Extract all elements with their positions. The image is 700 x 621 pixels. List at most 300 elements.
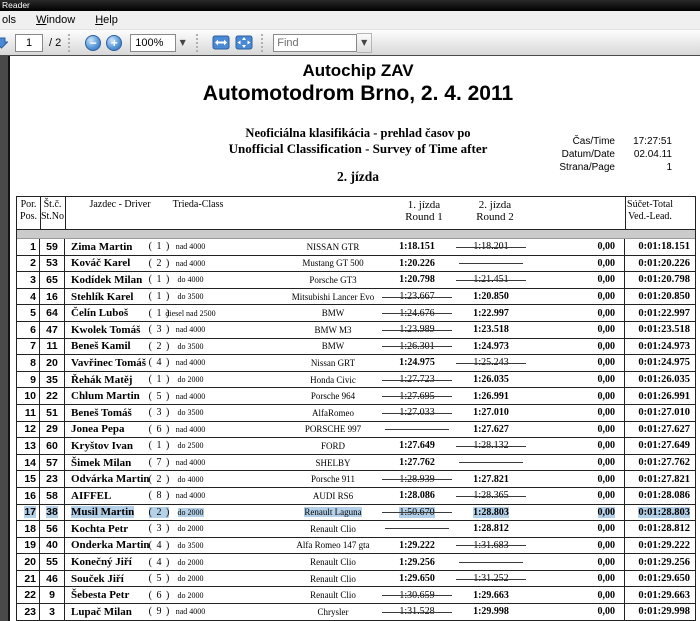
row-class-rank: ( 3 ) [148,324,170,336]
subtitle-english: Unofficial Classification - Survey of Time after [228,141,488,156]
row-position: 12 [17,422,40,438]
row-round1-time [383,422,451,438]
row-driver-name: Kodídek Milan [71,273,143,286]
toolbar-separator [196,34,201,52]
row-class-name: do 2000 [177,590,204,600]
row-total-time: 0:01:23.518 [638,324,690,336]
header-start-number: Št.č. [43,199,62,210]
row-position: 4 [17,289,40,305]
row-driver-name: Odvárka Martin [71,473,150,486]
row-class-rank: ( 6 ) [148,423,170,435]
row-class-rank: ( 8 ) [148,490,170,502]
table-row[interactable] [17,339,695,356]
row-penalty: 0,00 [531,422,625,438]
row-total-time: 0:01:28.803 [638,506,690,518]
row-start-number: 60 [40,438,65,454]
table-row[interactable] [17,505,695,522]
row-penalty: 0,00 [531,272,625,288]
row-total-time: 0:01:24.973 [638,340,690,352]
header-total: Súčet-Total [627,199,673,210]
row-position: 17 [17,505,40,521]
row-round2-time: 1:20.850 [473,291,509,303]
row-car-name: PORSCHE 997 [304,424,362,435]
row-penalty: 0,00 [531,372,625,388]
page-label: Strana/Page [559,162,615,173]
row-start-number: 58 [40,488,65,504]
row-total-time: 0:01:27.821 [638,473,690,485]
row-class-name: do 4000 [177,474,204,484]
row-round1-time: 1:31.528 [399,606,435,618]
table-row[interactable] [17,587,695,604]
row-class-name: do 2000 [177,507,204,517]
row-round1-time: 1:20.798 [399,274,435,286]
row-total-time: 0:01:26.035 [638,374,690,386]
row-driver-name: Lupač Milan [71,605,132,618]
row-driver-name: Vavřinec Tomáš [71,356,147,369]
row-class-rank: ( 1 ) [148,241,170,253]
table-row[interactable] [17,438,695,455]
row-round2-time: 1:29.998 [473,606,509,618]
row-penalty: 0,00 [531,405,625,421]
row-driver-name: Zima Martin [71,240,133,253]
row-penalty: 0,00 [531,505,625,521]
row-round1-time: 1:29.650 [399,573,435,585]
row-driver-name: Musil Martin [71,506,135,519]
table-row[interactable] [17,422,695,439]
row-class-name: nad 4000 [175,458,206,468]
row-start-number: 29 [40,422,65,438]
row-class-rank: ( 6 ) [148,589,170,601]
row-round1-time: 1:26.301 [399,340,435,352]
row-class-rank: ( 1 ) [148,307,170,319]
table-row[interactable] [17,521,695,538]
row-position: 13 [17,438,40,454]
table-row[interactable] [17,305,695,322]
row-class-name: nad 4000 [175,391,206,401]
row-class-name: nad 4000 [175,242,206,252]
row-class-name: nad 4000 [175,325,206,335]
row-round2-time: 1:22.997 [473,307,509,319]
row-class-rank: ( 2 ) [148,506,170,518]
row-driver-name: Kováč Karel [71,257,131,270]
row-class-name: do 2000 [177,574,204,584]
row-driver-name: Onderka Martin [71,539,150,552]
table-row[interactable] [17,256,695,273]
row-start-number: 65 [40,272,65,288]
row-round1-time: 1:27.695 [399,390,435,402]
row-total-time: 0:01:29.650 [638,573,690,585]
row-penalty: 0,00 [531,256,625,272]
row-position: 22 [17,587,40,603]
row-round1-time: 1:24.676 [399,307,435,319]
row-penalty: 0,00 [531,587,625,603]
row-penalty: 0,00 [531,538,625,554]
row-round1-time: 1:27.762 [399,457,435,469]
header-position: Por. [20,199,37,210]
row-round1-time: 1:18.151 [399,241,435,253]
next-page-arrow-icon[interactable] [0,35,9,51]
row-round2-time: 1:26.035 [473,374,509,386]
row-class-rank: ( 2 ) [148,473,170,485]
row-penalty: 0,00 [531,355,625,371]
row-start-number: 40 [40,538,65,554]
session-title: 2. jízda [337,169,379,184]
row-round1-time: 1:28.086 [399,490,435,502]
row-total-time: 0:01:20.798 [638,274,690,286]
row-start-number: 9 [40,587,65,603]
row-class-name: do 3500 [177,540,204,550]
row-total-time: 0:01:24.975 [638,357,690,369]
row-position: 14 [17,455,40,471]
row-penalty: 0,00 [531,289,625,305]
row-round2-time: 1:18.201 [473,241,509,253]
row-round2-time: 1:21.451 [473,274,509,286]
row-start-number: 46 [40,571,65,587]
page-number-input[interactable] [15,34,43,52]
row-round2-time: 1:26.991 [473,390,509,402]
row-total-time: 0:01:29.256 [638,556,690,568]
row-car-name: Porsche 911 [311,474,355,485]
row-round2-time: 1:27.010 [473,407,509,419]
row-total-time: 0:01:26.991 [638,390,690,402]
row-driver-name: Kwolek Tomáš [71,323,141,336]
row-round2-time: 1:25.243 [473,357,509,369]
row-round2-time [451,554,531,570]
row-penalty: 0,00 [531,521,625,537]
row-car-name: Mitsubishi Lancer Evo [291,291,375,302]
find-input[interactable] [273,34,357,52]
row-class-name: do 3500 [177,292,204,302]
time-value: 17:27:51 [633,136,672,147]
table-row[interactable] [17,488,695,505]
row-driver-name: Čelín Luboš [71,307,129,320]
row-position: 16 [17,488,40,504]
row-round1-time: 1:50.670 [399,506,435,518]
table-row[interactable] [17,604,695,621]
row-penalty: 0,00 [531,554,625,570]
row-start-number: 57 [40,455,65,471]
row-car-name: Porsche GT3 [309,274,357,285]
row-class-rank: ( 4 ) [148,539,170,551]
row-total-time: 0:01:27.010 [638,407,690,419]
row-position: 9 [17,372,40,388]
row-car-name: BMW M3 [314,324,352,335]
document-viewport[interactable] [0,55,700,621]
table-row[interactable] [17,322,695,339]
row-class-name: diesel nad 2500 [165,308,216,318]
row-round2-time: 1:28.365 [473,490,509,502]
row-car-name: Renault Clio [310,523,356,534]
row-position: 8 [17,355,40,371]
row-position: 5 [17,305,40,321]
row-start-number: 20 [40,355,65,371]
row-penalty: 0,00 [531,388,625,404]
row-position: 15 [17,471,40,487]
row-car-name: Alfa Romeo 147 gta [296,540,370,551]
row-penalty: 0,00 [531,305,625,321]
row-penalty: 0,00 [531,438,625,454]
row-total-time: 0:01:28.812 [638,523,690,535]
event-title: Autochip ZAV [302,61,414,80]
row-round1-time: 1:29.222 [399,539,435,551]
row-round1-time: 1:27.723 [399,374,435,386]
row-class-rank: ( 4 ) [148,556,170,568]
row-round1-time: 1:23.667 [399,291,435,303]
row-position: 18 [17,521,40,537]
table-row[interactable] [17,272,695,289]
row-position: 7 [17,339,40,355]
row-driver-name: Jonea Pepa [71,423,125,436]
row-car-name: BMW [321,341,345,352]
toolbar [0,30,700,56]
row-class-name: do 3500 [177,408,204,418]
row-round1-time: 1:27.033 [399,407,435,419]
row-round1-time: 1:29.256 [399,556,435,568]
find-group [273,33,372,53]
row-class-name: nad 4000 [175,358,206,368]
fit-width-button[interactable] [211,34,231,51]
row-total-time: 0:01:27.627 [638,423,690,435]
row-round2-time [451,455,531,471]
row-driver-name: Stehlík Karel [71,290,134,303]
header-round1: 1. jízda [407,199,441,211]
row-round1-time: 1:20.226 [399,257,435,269]
pdf-page [8,56,700,621]
time-label: Čas/Time [572,136,615,147]
toolbar-separator [261,34,266,52]
row-total-time: 0:01:27.649 [638,440,690,452]
row-position: 2 [17,256,40,272]
row-car-name: Nissan GRT [310,357,356,368]
row-round2-time: 1:28.812 [473,523,509,535]
row-round1-time: 1:23.989 [399,324,435,336]
menu-item-window[interactable]: Window [36,14,76,26]
table-row[interactable] [17,372,695,389]
row-total-time: 0:01:28.086 [638,490,690,502]
row-position: 19 [17,538,40,554]
row-start-number: 3 [40,604,65,620]
row-class-rank: ( 1 ) [148,274,170,286]
row-start-number: 64 [40,305,65,321]
row-class-name: do 2500 [177,441,204,451]
row-class-name: do 2000 [177,557,204,567]
row-start-number: 35 [40,372,65,388]
window-title: Reader [2,0,30,10]
page-value: 1 [666,162,672,173]
row-round1-time [383,521,451,537]
row-round1-time: 1:27.649 [399,440,435,452]
row-class-rank: ( 5 ) [148,573,170,585]
subtitle-slovak: Neoficiálna klasifikácia - prehlad časov po [245,126,471,140]
row-class-rank: ( 2 ) [148,257,170,269]
row-total-time: 0:01:22.997 [638,307,690,319]
results-table-header: Por. Pos. Št.č. St.No Jazdec - Driver Trieda-Class 1. jízda Round 1 2. jízda Round 2 Súčet-Total Ved.-Lead. [17,197,695,230]
menu-item-ols[interactable]: ols [2,14,17,26]
row-position: 6 [17,322,40,338]
row-car-name: Mustang GT 500 [302,258,364,269]
row-driver-name: Šimek Milan [71,456,132,469]
row-class-rank: ( 1 ) [148,440,170,452]
table-row[interactable] [17,538,695,555]
results-table-body [17,239,695,621]
row-class-name: do 4000 [177,275,204,285]
row-round1-time: 1:30.659 [399,589,435,601]
row-car-name: FORD [320,440,345,451]
row-total-time: 0:01:29.222 [638,539,690,551]
row-class-name: do 2000 [177,375,204,385]
row-position: 10 [17,388,40,404]
date-value: 02.04.11 [633,149,672,160]
row-round2-time: 1:27.821 [473,473,509,485]
row-round2-time: 1:31.683 [473,539,509,551]
row-round2-time: 1:23.518 [473,324,509,336]
row-penalty: 0,00 [531,571,625,587]
table-gray-band [17,230,695,239]
row-start-number: 23 [40,471,65,487]
row-class-rank: ( 5 ) [148,390,170,402]
header-driver: Jazdec - Driver [89,199,151,210]
row-class-name: do 3500 [177,341,204,351]
row-penalty: 0,00 [531,488,625,504]
row-car-name: Renault Laguna [304,507,362,518]
row-penalty: 0,00 [531,239,625,255]
row-total-time: 0:01:20.850 [638,291,690,303]
row-start-number: 56 [40,521,65,537]
row-position: 23 [17,604,40,620]
row-start-number: 16 [40,289,65,305]
row-start-number: 22 [40,388,65,404]
row-car-name: Renault Clio [310,590,356,601]
row-class-rank: ( 1 ) [148,374,170,386]
row-start-number: 53 [40,256,65,272]
row-round2-time: 1:28.803 [473,506,509,518]
row-position: 11 [17,405,40,421]
row-class-name: nad 4000 [175,607,206,617]
zoom-dropdown-icon[interactable]: ▼ [179,37,186,47]
row-position: 21 [17,571,40,587]
row-round2-time: 1:31.252 [473,573,509,585]
row-round2-time [451,256,531,272]
row-total-time: 0:01:29.663 [638,589,690,601]
row-class-rank: ( 9 ) [148,606,170,618]
fit-page-button[interactable] [234,34,254,51]
table-row[interactable] [17,355,695,372]
row-class-name: nad 4000 [175,491,206,501]
row-driver-name: Šebesta Petr [71,589,130,602]
table-row[interactable] [17,471,695,488]
row-total-time: 0:01:20.226 [638,257,690,269]
table-row[interactable] [17,388,695,405]
zoom-in-button[interactable]: + [106,35,122,51]
header-class: Trieda-Class [172,199,224,210]
row-position: 20 [17,554,40,570]
row-penalty: 0,00 [531,471,625,487]
row-driver-name: Konečný Jiří [71,556,132,569]
row-class-rank: ( 1 ) [148,291,170,303]
row-start-number: 47 [40,322,65,338]
row-penalty: 0,00 [531,322,625,338]
menu-item-help[interactable]: Help [95,14,118,26]
zoom-out-button[interactable]: − [85,35,101,51]
menu-bar [0,11,700,30]
row-driver-name: Kochta Petr [71,522,129,535]
row-round2-time: 1:24.973 [473,340,509,352]
row-round2-time: 1:29.663 [473,589,509,601]
row-round2-time: 1:27.627 [473,423,509,435]
row-start-number: 55 [40,554,65,570]
row-car-name: Chrysler [317,606,349,617]
row-driver-name: Chlum Martin [71,390,140,403]
row-start-number: 38 [40,505,65,521]
table-row[interactable] [17,571,695,588]
row-total-time: 0:01:27.762 [638,457,690,469]
row-class-rank: ( 3 ) [148,407,170,419]
row-driver-name: AIFFEL [71,489,112,502]
row-class-rank: ( 2 ) [148,340,170,352]
venue-title: Automotodrom Brno, 2. 4. 2011 [202,82,514,105]
row-round2-time: 1:28.132 [473,440,509,452]
window-title-bar[interactable] [0,0,700,11]
row-driver-name: Souček Jiří [71,572,124,585]
row-class-name: nad 4000 [175,258,206,268]
header-round2: 2. jízda [478,199,512,211]
row-driver-name: Kryštov Ivan [71,439,134,452]
row-total-time: 0:01:18.151 [638,241,690,253]
row-car-name: AlfaRomeo [312,407,354,418]
row-class-rank: ( 7 ) [148,457,170,469]
row-car-name: AUDI RS6 [312,490,354,501]
row-car-name: Honda Civic [310,374,356,385]
zoom-level-select[interactable]: 100% [130,34,176,52]
row-driver-name: Beneš Tomáš [71,406,132,419]
row-car-name: BMW [321,308,345,319]
row-start-number: 51 [40,405,65,421]
row-position: 1 [17,239,40,255]
row-class-name: nad 4000 [175,424,206,434]
table-row[interactable] [17,405,695,422]
row-start-number: 59 [40,239,65,255]
row-driver-name: Řehák Matěj [71,373,133,386]
table-row[interactable] [17,239,695,256]
row-car-name: Renault Clio [310,557,356,568]
row-car-name: SHELBY [315,457,351,468]
report-info-block [480,135,672,174]
row-car-name: Renault Clio [310,573,356,584]
row-car-name: NISSAN GTR [306,241,360,252]
table-row[interactable] [17,455,695,472]
table-row[interactable] [17,289,695,306]
row-penalty: 0,00 [531,455,625,471]
row-driver-name: Beneš Kamil [71,340,131,353]
find-dropdown-icon[interactable]: ▼ [357,33,372,53]
row-class-rank: ( 4 ) [148,357,170,369]
results-table [16,196,696,621]
row-start-number: 11 [40,339,65,355]
row-penalty: 0,00 [531,604,625,620]
row-position: 3 [17,272,40,288]
row-total-time: 0:01:29.998 [638,606,690,618]
row-car-name: Porsche 964 [310,391,356,402]
date-label: Datum/Date [561,149,615,160]
row-round1-time: 1:24.975 [399,357,435,369]
page-count-label: / 2 [49,36,62,49]
row-penalty: 0,00 [531,339,625,355]
row-round1-time: 1:28.939 [399,473,435,485]
table-row[interactable] [17,554,695,571]
row-class-rank: ( 3 ) [148,523,170,535]
row-class-name: do 2000 [177,524,204,534]
toolbar-separator [68,34,73,52]
